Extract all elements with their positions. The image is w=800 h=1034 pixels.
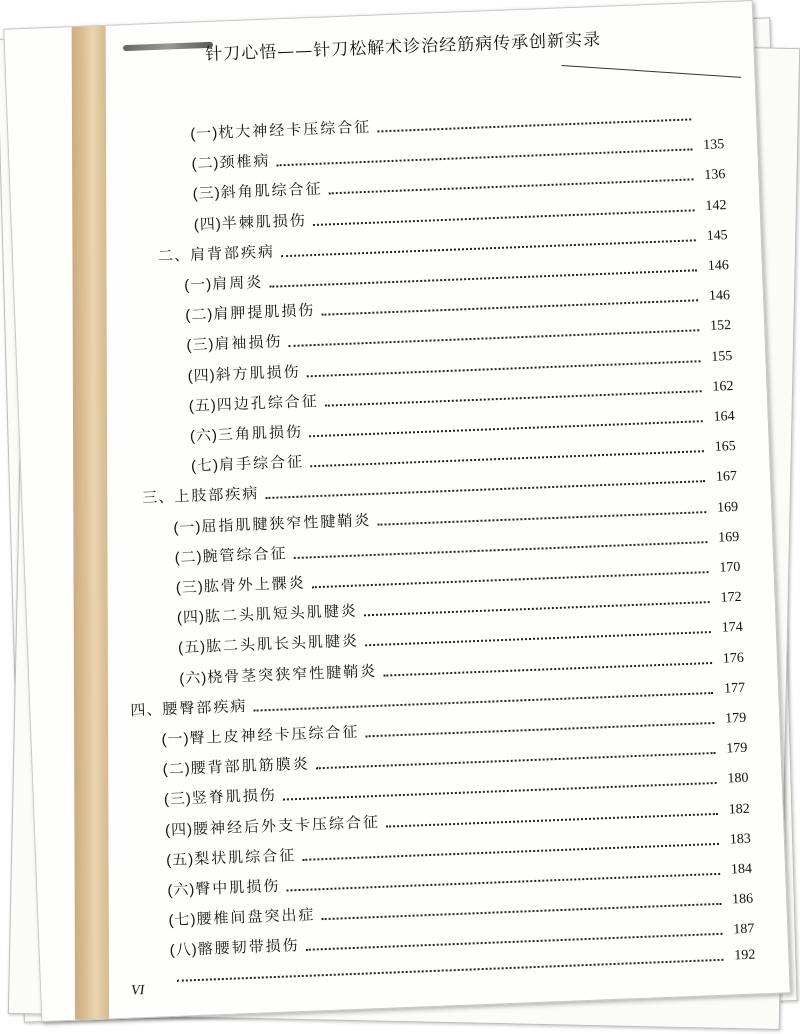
- entry-page: 187: [733, 921, 755, 938]
- entry-page: 142: [705, 197, 727, 214]
- leader-dots: [316, 752, 716, 769]
- entry-number: (三): [175, 578, 205, 597]
- section-title: 肩背部疾病: [189, 242, 276, 264]
- section-number: 三、: [142, 488, 175, 508]
- leader-dots: [365, 631, 711, 646]
- entry-page: 176: [722, 650, 745, 667]
- entry-title: 肩袖损伤: [214, 332, 283, 354]
- leader-dots: [321, 299, 698, 315]
- leader-dots: [306, 933, 723, 951]
- entry-page: 135: [702, 137, 725, 154]
- entry-number: (五): [177, 638, 207, 657]
- entry-title: 肩胛提肌损伤: [212, 301, 316, 324]
- entry-title: 腰神经后外支卡压综合征: [192, 812, 381, 838]
- entry-page: 179: [726, 740, 748, 757]
- leader-dots: [277, 149, 693, 167]
- entry-page: 192: [734, 947, 756, 963]
- leader-dots: [177, 958, 724, 981]
- entry-number: (七): [190, 456, 220, 476]
- leader-dots: [309, 420, 703, 437]
- entry-number: (二): [174, 548, 203, 567]
- entry-number: (五): [165, 850, 195, 869]
- leader-dots: [364, 601, 710, 616]
- entry-page: 136: [704, 167, 726, 184]
- entry-title: 半棘肌损伤: [221, 210, 308, 233]
- entry-title: 竖脊肌损伤: [191, 786, 278, 808]
- running-header: 针刀心悟——针刀松解术诊治经筋病传承创新实录: [204, 29, 602, 66]
- entry-title: 腰背部肌筋膜炎: [190, 754, 310, 778]
- leader-dots: [283, 782, 717, 801]
- section-number: 二、: [157, 246, 191, 265]
- entry-page: 155: [711, 348, 733, 365]
- leader-dots: [383, 662, 712, 677]
- entry-page: 167: [715, 469, 738, 486]
- entry-number: (一): [161, 730, 190, 749]
- entry-title: 腰椎间盘突出症: [196, 905, 316, 929]
- entry-title: 四边孔综合征: [216, 391, 320, 414]
- leader-dots: [377, 118, 691, 132]
- entry-title: 腕管综合征: [202, 544, 288, 566]
- entry-page: 169: [717, 529, 740, 546]
- entry-page: 169: [716, 499, 739, 516]
- leader-dots: [313, 209, 695, 226]
- entry-number: (六): [189, 426, 219, 445]
- entry-page: 180: [727, 771, 749, 787]
- entry-number: (四): [164, 820, 194, 839]
- entry-page: 145: [706, 227, 728, 244]
- entry-number: (一): [190, 124, 219, 143]
- entry-title: 屈指肌腱狭窄性腱鞘炎: [201, 510, 372, 536]
- leader-dots: [377, 511, 706, 526]
- entry-page: 183: [729, 831, 752, 848]
- entry-number: (四): [193, 215, 223, 234]
- entry-page: 165: [714, 439, 737, 455]
- entry-number: (二): [185, 306, 214, 325]
- entry-page: 146: [708, 288, 731, 305]
- entry-title: 桡骨茎突狭窄性腱鞘炎: [206, 661, 378, 686]
- section-title: 腰臀部疾病: [162, 696, 248, 718]
- entry-number: (四): [176, 608, 206, 627]
- book-page: [3, 0, 791, 1022]
- entry-title: 肩周炎: [211, 272, 264, 293]
- entry-title: 肱二头肌短头肌腱炎: [204, 601, 359, 626]
- leader-dots: [265, 481, 705, 500]
- entry-page: 177: [723, 680, 746, 697]
- leader-dots: [322, 903, 722, 920]
- entry-number: (二): [191, 154, 220, 173]
- entry-title: 斜方肌损伤: [215, 362, 301, 384]
- leader-dots: [269, 269, 697, 287]
- entry-number: (四): [187, 366, 216, 385]
- section-number: 四、: [130, 700, 163, 720]
- entry-title: 梨状肌综合征: [193, 845, 297, 868]
- entry-number: (五): [188, 396, 218, 415]
- leader-dots: [310, 450, 704, 467]
- entry-page: 182: [728, 801, 750, 818]
- leader-dots: [312, 571, 709, 588]
- entry-page: 152: [709, 318, 732, 335]
- entry-number: (六): [167, 881, 196, 900]
- leader-dots: [294, 541, 708, 559]
- entry-number: (三): [163, 790, 193, 809]
- leader-dots: [325, 390, 702, 406]
- entry-page: 186: [731, 891, 754, 908]
- leader-dots: [366, 722, 715, 737]
- entry-title: 臀上皮神经卡压综合征: [189, 722, 360, 748]
- entry-number: (八): [169, 941, 199, 960]
- entry-title: 枕大神经卡压综合征: [217, 117, 372, 142]
- entry-title: 臀中肌损伤: [195, 876, 281, 899]
- entry-number: (二): [162, 760, 192, 779]
- table-of-contents: [4, 1, 790, 1021]
- entry-page: 179: [724, 710, 747, 727]
- entry-page: 162: [712, 378, 734, 395]
- leader-dots: [254, 692, 714, 712]
- entry-number: (七): [168, 911, 197, 930]
- page-numeral: VI: [130, 983, 145, 999]
- leader-dots: [281, 239, 696, 257]
- entry-title: 斜角肌综合征: [220, 180, 323, 202]
- entry-title: 三角肌损伤: [217, 422, 304, 444]
- entry-title: 髂腰韧带损伤: [197, 936, 300, 959]
- leader-dots: [286, 873, 720, 892]
- entry-number: (一): [173, 518, 202, 537]
- leader-dots: [329, 179, 694, 195]
- entry-page: 146: [707, 258, 730, 274]
- entry-page: 174: [721, 620, 744, 637]
- entry-title: 肱骨外上髁炎: [203, 573, 307, 596]
- leader-dots: [302, 843, 719, 861]
- entry-title: 肩手综合征: [218, 452, 305, 474]
- leader-dots: [307, 360, 701, 377]
- entry-title: 肱二头肌长头肌腱炎: [205, 631, 360, 656]
- entry-page: 172: [720, 590, 742, 606]
- entry-number: (一): [183, 275, 213, 294]
- leader-dots: [386, 813, 718, 828]
- entry-page: [697, 123, 723, 124]
- leader-dots: [289, 330, 700, 348]
- entry-page: 170: [719, 559, 741, 576]
- entry-number: (三): [192, 184, 222, 203]
- entry-number: (三): [186, 336, 215, 355]
- entry-page: 164: [713, 408, 735, 425]
- entry-page: 184: [730, 861, 753, 878]
- entry-title: 颈椎病: [219, 151, 271, 172]
- entry-number: (六): [178, 669, 208, 688]
- section-title: 上肢部疾病: [173, 484, 260, 506]
